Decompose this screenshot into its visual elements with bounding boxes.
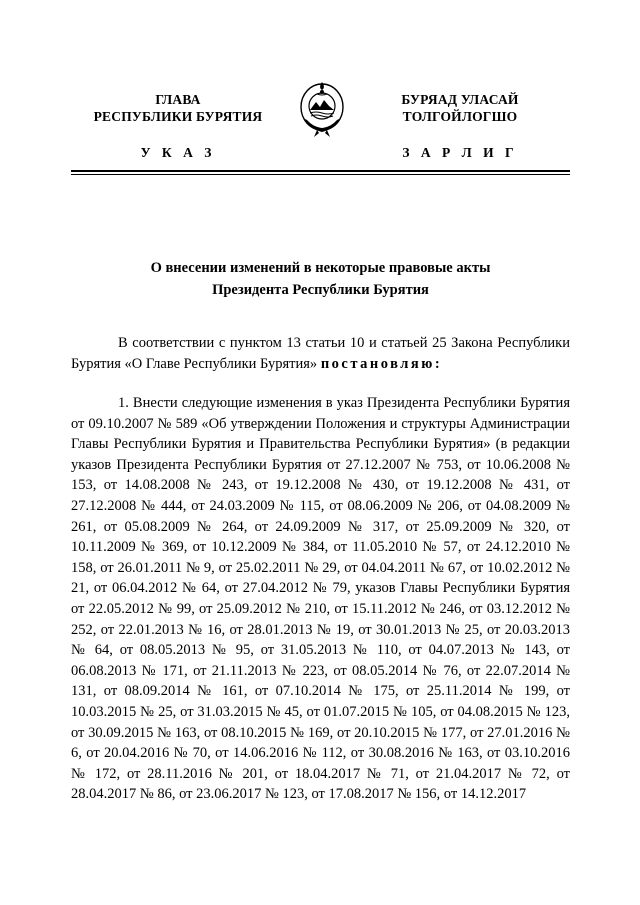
- item-1-text: 1. Внести следующие изменения в указ Президента Республики Бурятия от 09.10.2007 № 589 «Об утверждении Положения и структуры Администрации Главы Республики Бурятия и Правительства Республики Бурятия» (в редакции указов Президента Республики Бурятия от 27.12.2007 № 753, от 10.06.2008 № 153, от 14.08.2008 № 243, от 19.12.2008 № 430, от 19.12.2008 № 431, от 27.12.2008 № 444, от 24.03.2009 № 115, от 08.06.2009 № 206, от 04.08.2009 № 261, от 05.08.2009 № 264, от 24.09.2009 № 317, от 25.09.2009 № 320, от 10.11.2009 № 369, от 10.12.2009 № 384, от 11.05.2010 № 57, от 24.12.2010 № 158, от 26.01.2011 № 9, от 25.02.2011 № 29, от 04.04.2011 № 67, от 10.02.2012 № 21, от 06.04.2012 № 64, от 27.04.2012 № 79, указов Главы Республики Бурятия от 22.05.2012 № 99, от 25.09.2012 № 210, от 15.11.2012 № 246, от 03.12.2012 № 252, от 22.01.2013 № 16, от 28.01.2013 № 19, от 30.01.2013 № 25, от 20.03.2013 № 64, от 08.05.2013 № 95, от 31.05.2013 № 110, от 04.07.2013 № 143, от 06.08.2013 № 171, от 21.11.2013 № 223, от 08.05.2014 № 76, от 22.07.2014 № 131, от 08.09.2014 № 161, от 07.10.2014 № 175, от 25.11.2014 № 199, от 10.03.2015 № 25, от 31.03.2015 № 45, от 01.07.2015 № 105, от 04.08.2015 № 123, от 30.09.2015 № 163, от 08.10.2015 № 169, от 20.10.2015 № 177, от 27.01.2016 № 6, от 20.04.2016 № 70, от 14.06.2016 № 112, от 30.08.2016 № 163, от 03.10.2016 № 172, от 28.11.2016 № 201, от 18.04.2017 № 71, от 21.04.2017 № 72, от 28.04.2017 № 86, от 23.06.2017 № 123, от 17.08.2017 № 156, от 14.12.2017: [71, 395, 570, 803]
- header-left: [78, 91, 278, 161]
- header-left-line1: ГЛАВА: [155, 92, 201, 107]
- header-left-line2: РЕСПУБЛИКИ БУРЯТИЯ: [93, 109, 263, 124]
- header-right-line1: БУРЯАД УЛАСАЙ: [401, 92, 519, 107]
- coat-of-arms-icon: [297, 80, 347, 138]
- preamble-text: В соответствии с пунктом 13 статьи 10 и статьей 25 Закона Республики Бурятия «О Главе Республики Бурятия»: [71, 335, 570, 372]
- preamble-paragraph: [71, 333, 570, 374]
- document-title-line2: Президента Республики Бурятия: [212, 282, 429, 298]
- header-right: [360, 91, 560, 161]
- preamble-emphasis: постановляю:: [320, 355, 443, 372]
- header-left-doc-type: У К А З: [140, 145, 216, 160]
- header-divider-thin: [71, 174, 570, 175]
- document-title-line1: О внесении изменений в некоторые правовые акты: [150, 260, 491, 276]
- header-right-line2: ТОЛГОЙЛОГШО: [402, 109, 518, 124]
- item-1-paragraph: [71, 393, 570, 805]
- header-right-doc-type: З А Р Л И Г: [402, 145, 518, 160]
- document-title: [71, 257, 570, 301]
- header-divider-thick: [71, 170, 570, 172]
